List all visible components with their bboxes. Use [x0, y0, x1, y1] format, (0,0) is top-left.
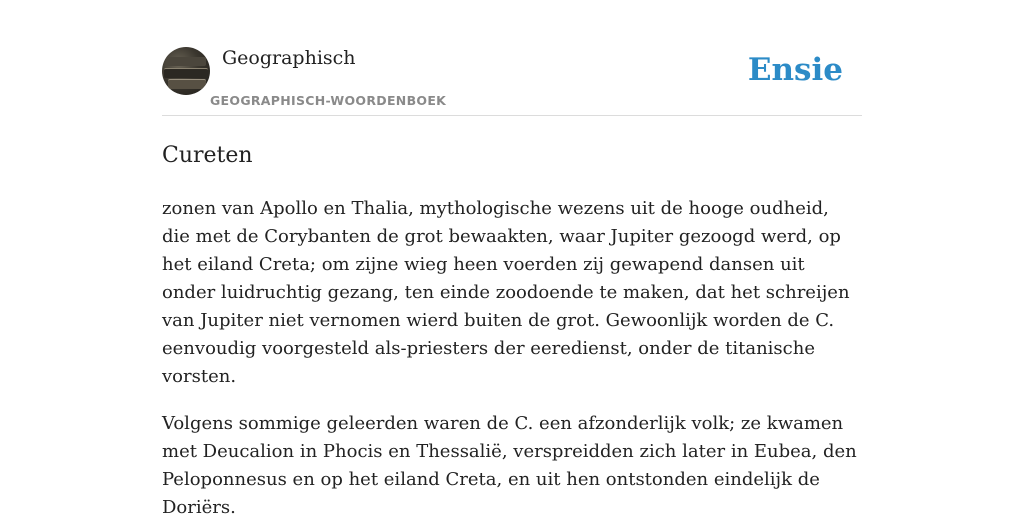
header — [162, 0, 862, 116]
source-title[interactable]: Geographisch — [222, 47, 356, 69]
entry-title: Cureten — [162, 143, 253, 168]
page — [162, 0, 862, 522]
source-avatar[interactable] — [162, 47, 210, 95]
brand-logo[interactable]: Ensie — [747, 52, 843, 88]
book-spine-icon — [168, 79, 206, 89]
entry-paragraph: zonen van Apollo en Thalia, mythologische wezens uit de hooge oudheid, die met de Corybanten de grot bewaakten, waar Jupiter gezoogd werd, op het eiland Creta; om zijne wieg heen voerden zij gewapend dansen uit onder luidruchtig gezang, ten einde zoodoende te maken, dat het schreijen van Jupiter niet vernomen wierd buiten de grot. Gewoonlijk worden de C. eenvoudig voorgesteld als-priesters der eeredienst, onder de titanische vorsten. — [162, 198, 850, 387]
book-spine-icon — [164, 68, 208, 78]
book-spine-icon — [166, 57, 206, 66]
entry-paragraph: Volgens sommige geleerden waren de C. een afzonderlijk volk; ze kwamen met Deucalion in Phocis en Thessalië, verspreidden zich later in Eubea, den Peloponnesus en op het eiland Creta, en uit hen ontstonden eindelijk de Doriërs. — [162, 413, 857, 518]
source-subtitle[interactable]: GEOGRAPHISCH-WOORDENBOEK — [210, 93, 447, 108]
